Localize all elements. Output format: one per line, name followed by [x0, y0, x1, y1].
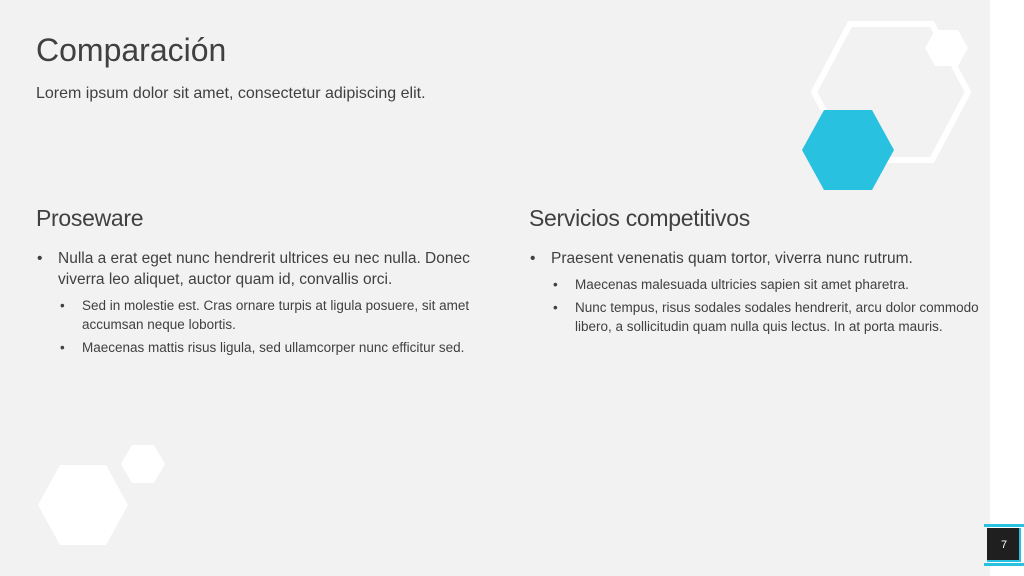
left-column-heading: Proseware [36, 205, 144, 231]
list-item: • Sed in molestie est. Cras ornare turpis at ligula posuere, sit amet accumsan neque lobortis. [36, 296, 496, 334]
right-column-heading: Servicios competitivos [529, 205, 750, 231]
list-item: • Maecenas mattis risus ligula, sed ullamcorper nunc efficitur sed. [36, 338, 496, 357]
list-item: • Maecenas malesuada ultricies sapien sit amet pharetra. [529, 275, 984, 294]
list-item: • Nulla a erat eget nunc hendrerit ultrices eu nec nulla. Donec viverra leo aliquet, auctor quam id, convallis orci. [36, 248, 496, 290]
list-item: • Praesent venenatis quam tortor, viverra nunc rutrum. [529, 248, 984, 269]
left-bullet-list [36, 248, 496, 357]
slide-subtitle: Lorem ipsum dolor sit amet, consectetur adipiscing elit. [36, 85, 426, 102]
slide-title: Comparación [36, 32, 227, 68]
right-column [529, 205, 984, 340]
list-item: • Nunc tempus, risus sodales sodales hendrerit, arcu dolor commodo libero, a sollicitudin quam nulla quis lectus. In at porta mauris. [529, 298, 984, 336]
page-number: 7 [987, 528, 1021, 562]
right-bullet-list [529, 248, 984, 336]
left-column [36, 205, 496, 361]
right-margin-strip [990, 0, 1024, 576]
